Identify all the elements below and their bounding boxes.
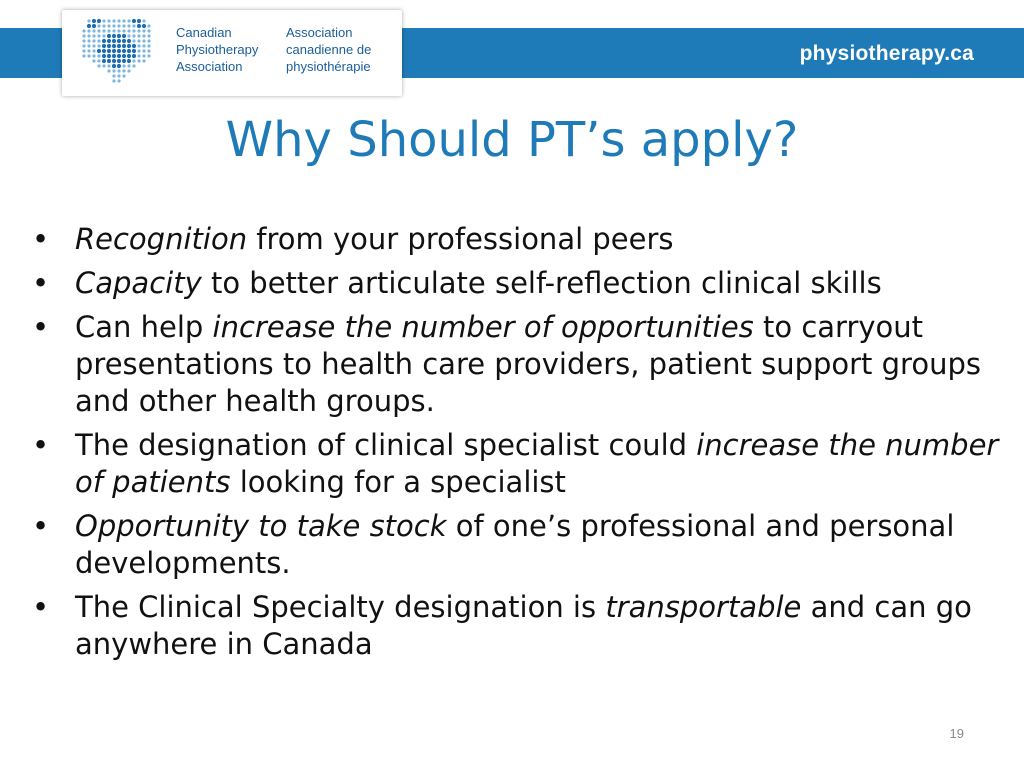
cpa-logo	[62, 10, 402, 96]
bullet-prefix: The Clinical Specialty designation is	[75, 590, 606, 624]
bullet-emphasis: Capacity	[75, 266, 202, 300]
slide-title: Why Should PT’s apply?	[225, 112, 799, 168]
logo-en-line-1: Canadian	[176, 25, 232, 40]
logo-text-french	[286, 24, 371, 75]
website-label: physiotherapy.ca	[799, 42, 974, 65]
logo-text-english	[176, 24, 258, 75]
bullet-emphasis: increase the number of patients	[75, 428, 999, 499]
bullet-item	[28, 508, 1018, 582]
bullet-item	[28, 309, 1018, 420]
bullet-list	[28, 221, 1018, 670]
bullet-text: of one’s professional and personal developments.	[75, 509, 955, 580]
bullet-prefix: The designation of clinical specialist could	[75, 428, 697, 462]
bullet-emphasis: increase the number of opportunities	[212, 310, 754, 344]
logo-fr-line-1: Association	[286, 25, 353, 40]
bullet-text: from your professional peers	[247, 222, 674, 256]
logo-fr-line-2: canadienne de	[286, 42, 372, 57]
bullet-text: to better articulate self-reflection clinical skills	[201, 266, 882, 300]
bullet-prefix: Can help	[75, 310, 213, 344]
bullet-item	[28, 265, 1018, 302]
bullet-text: looking for a specialist	[230, 465, 566, 499]
dotted-heart-icon	[76, 18, 158, 92]
bullet-item	[28, 589, 1018, 663]
bullet-text: to carryout presentations to health care providers, patient support groups and other health groups.	[75, 310, 981, 418]
bullet-text: and can go anywhere in Canada	[75, 590, 972, 661]
logo-fr-line-3: physiothérapie	[286, 59, 371, 74]
bullet-item	[28, 221, 1018, 258]
logo-en-line-3: Association	[176, 59, 243, 74]
logo-en-line-2: Physiotherapy	[176, 42, 259, 57]
bullet-item	[28, 427, 1018, 501]
page-number: 19	[949, 726, 964, 741]
bullet-emphasis: Opportunity to take stock	[75, 509, 447, 543]
bullet-emphasis: transportable	[605, 590, 802, 624]
bullet-emphasis: Recognition	[75, 222, 248, 256]
